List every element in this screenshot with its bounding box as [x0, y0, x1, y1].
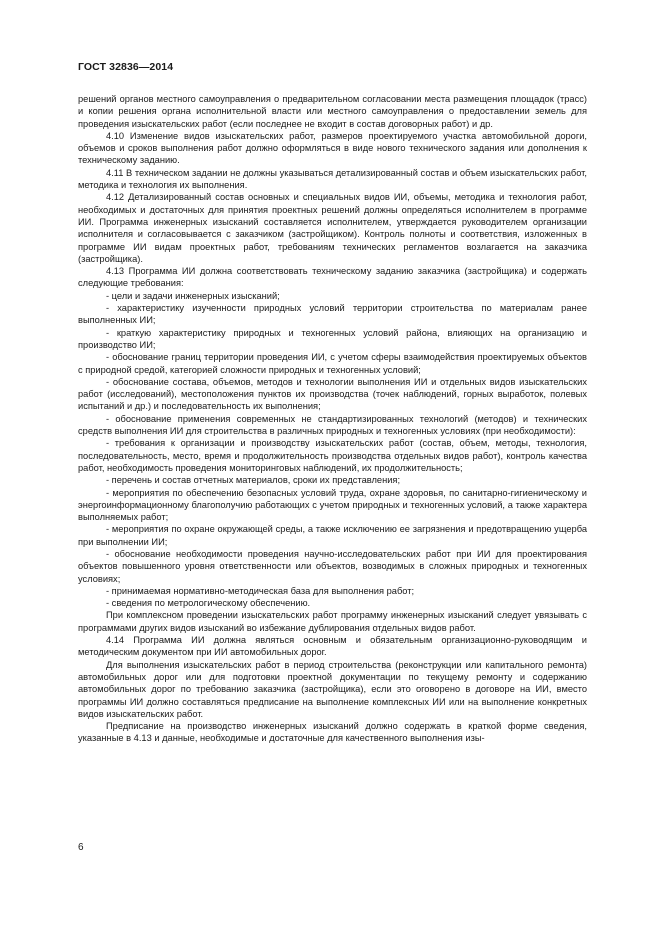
paragraph: - мероприятия по охране окружающей среды, а также исключению ее загрязнения и предотвращению ущерба при выполнении ИИ;	[78, 524, 587, 547]
paragraph: - краткую характеристику природных и техногенных условий района, влияющих на организацию и производство ИИ;	[78, 327, 587, 350]
paragraph: - принимаемая нормативно-методическая база для выполнения работ;	[106, 585, 415, 596]
paragraph: 4.13 Программа ИИ должна соответствовать техническому заданию заказчика (застройщика) и содержать следующие требования:	[78, 266, 587, 289]
paragraph: 4.10 Изменение видов изыскательских работ, размеров проектируемого участка автомобильной дороги, объемов и сроков выполнения работ должно оформляться в виде нового технического задания или дополнения к техническому заданию.	[78, 130, 587, 166]
paragraph: решений органов местного самоуправления о предварительном согласовании места размещения площадок (трасс) и копии решения органа исполнительной власти или местного самоуправления о предоставлении земель для проведения изыскательских работ (если последнее не входит в состав договорных работ) и др.	[78, 94, 587, 129]
paragraph: - мероприятия по обеспечению безопасных условий труда, охране здоровья, по санитарно-гигиеническому и энергоинформационному благополучию работающих с учетом природных и техногенных условий, а также характера выполняемых работ;	[78, 487, 587, 523]
paragraph: - требования к организации и производству изыскательских работ (состав, объем, методы, технология, последовательность, место, время и продолжительность производства отдельных видов работ), контроль качества работ, необходимость проведения мониторинговых наблюдений, их продолжительность;	[78, 438, 587, 473]
page-number: 6	[78, 842, 84, 853]
paragraph: - перечень и состав отчетных материалов, сроки их представления;	[106, 475, 401, 486]
paragraph: 4.14 Программа ИИ должна являться основным и обязательным организационно-руководящим и методическим документом при ИИ автомобильных дорог.	[78, 635, 587, 658]
paragraph: - обоснование необходимости проведения научно-исследовательских работ при ИИ для проектирования объектов повышенного уровня ответственности или объектов, возводимых в сложных природных и техногенных условиях;	[78, 548, 587, 584]
paragraph: При комплексном проведении изыскательских работ программу инженерных изысканий следует увязывать с программами других видов изысканий во избежание дублирования отдельных видов работ.	[78, 610, 587, 633]
paragraph: 4.12 Детализированный состав основных и специальных видов ИИ, объемы, методика и технология работ, необходимых и достаточных для принятия проектных решений должны определяться исполнителем в программе ИИ. Программа инженерных изысканий составляется исполнителем, утверждается руководителем организации исполнителя и согласовывается с заказчиком (застройщиком). Контроль полноты и соответствия, изложенных в программе ИИ видам проектных работ, требованиям технических регламентов возлагается на заказчика (застройщика).	[78, 192, 587, 264]
paragraph: - сведения по метрологическому обеспечению.	[106, 598, 311, 609]
paragraph: 4.11 В техническом задании не должны указываться детализированный состав и объем изыскательских работ, методика и технология их выполнения.	[78, 167, 587, 191]
document-body	[78, 93, 587, 745]
paragraph: - обоснование границ территории проведения ИИ, с учетом сферы взаимодействия проектируемых объектов с природной средой, категорией сложности природных и техногенных условий;	[78, 352, 587, 375]
paragraph: Предписание на производство инженерных изысканий должно содержать в краткой форме сведения, указанные в 4.13 и данные, необходимые и достаточные для качественного выполнения изы-	[78, 721, 587, 744]
paragraph: - обоснование применения современных не стандартизированных технологий (методов) и технических средств выполнения ИИ для строительства в различных природных и техногенных условиях (при необходимости):	[78, 413, 587, 437]
paragraph: - цели и задачи инженерных изысканий;	[106, 290, 280, 301]
paragraph: - характеристику изученности природных условий территории строительства по материалам ранее выполненных ИИ;	[78, 303, 587, 326]
paragraph: - обоснование состава, объемов, методов и технологии выполнения ИИ и отдельных видов изыскательских работ (исследований), местоположения пунктов их производства (точек наблюдений, горных выработок, полевых испытаний и др.) и последовательность их выполнения;	[78, 376, 587, 412]
paragraph: Для выполнения изыскательских работ в период строительства (реконструкции или капитального ремонта) автомобильных дорог или для подготовки проектной документации по текущему ремонту и содержанию автомобильных дорог по требованию заказчика (застройщика), если это оговорено в договоре на ИИ, вместо программы ИИ должно составляться предписание на выполнение комплексных ИИ или на выполнение конкретных видов изыскательских работ.	[78, 659, 587, 719]
document-header: ГОСТ 32836—2014	[78, 61, 174, 73]
